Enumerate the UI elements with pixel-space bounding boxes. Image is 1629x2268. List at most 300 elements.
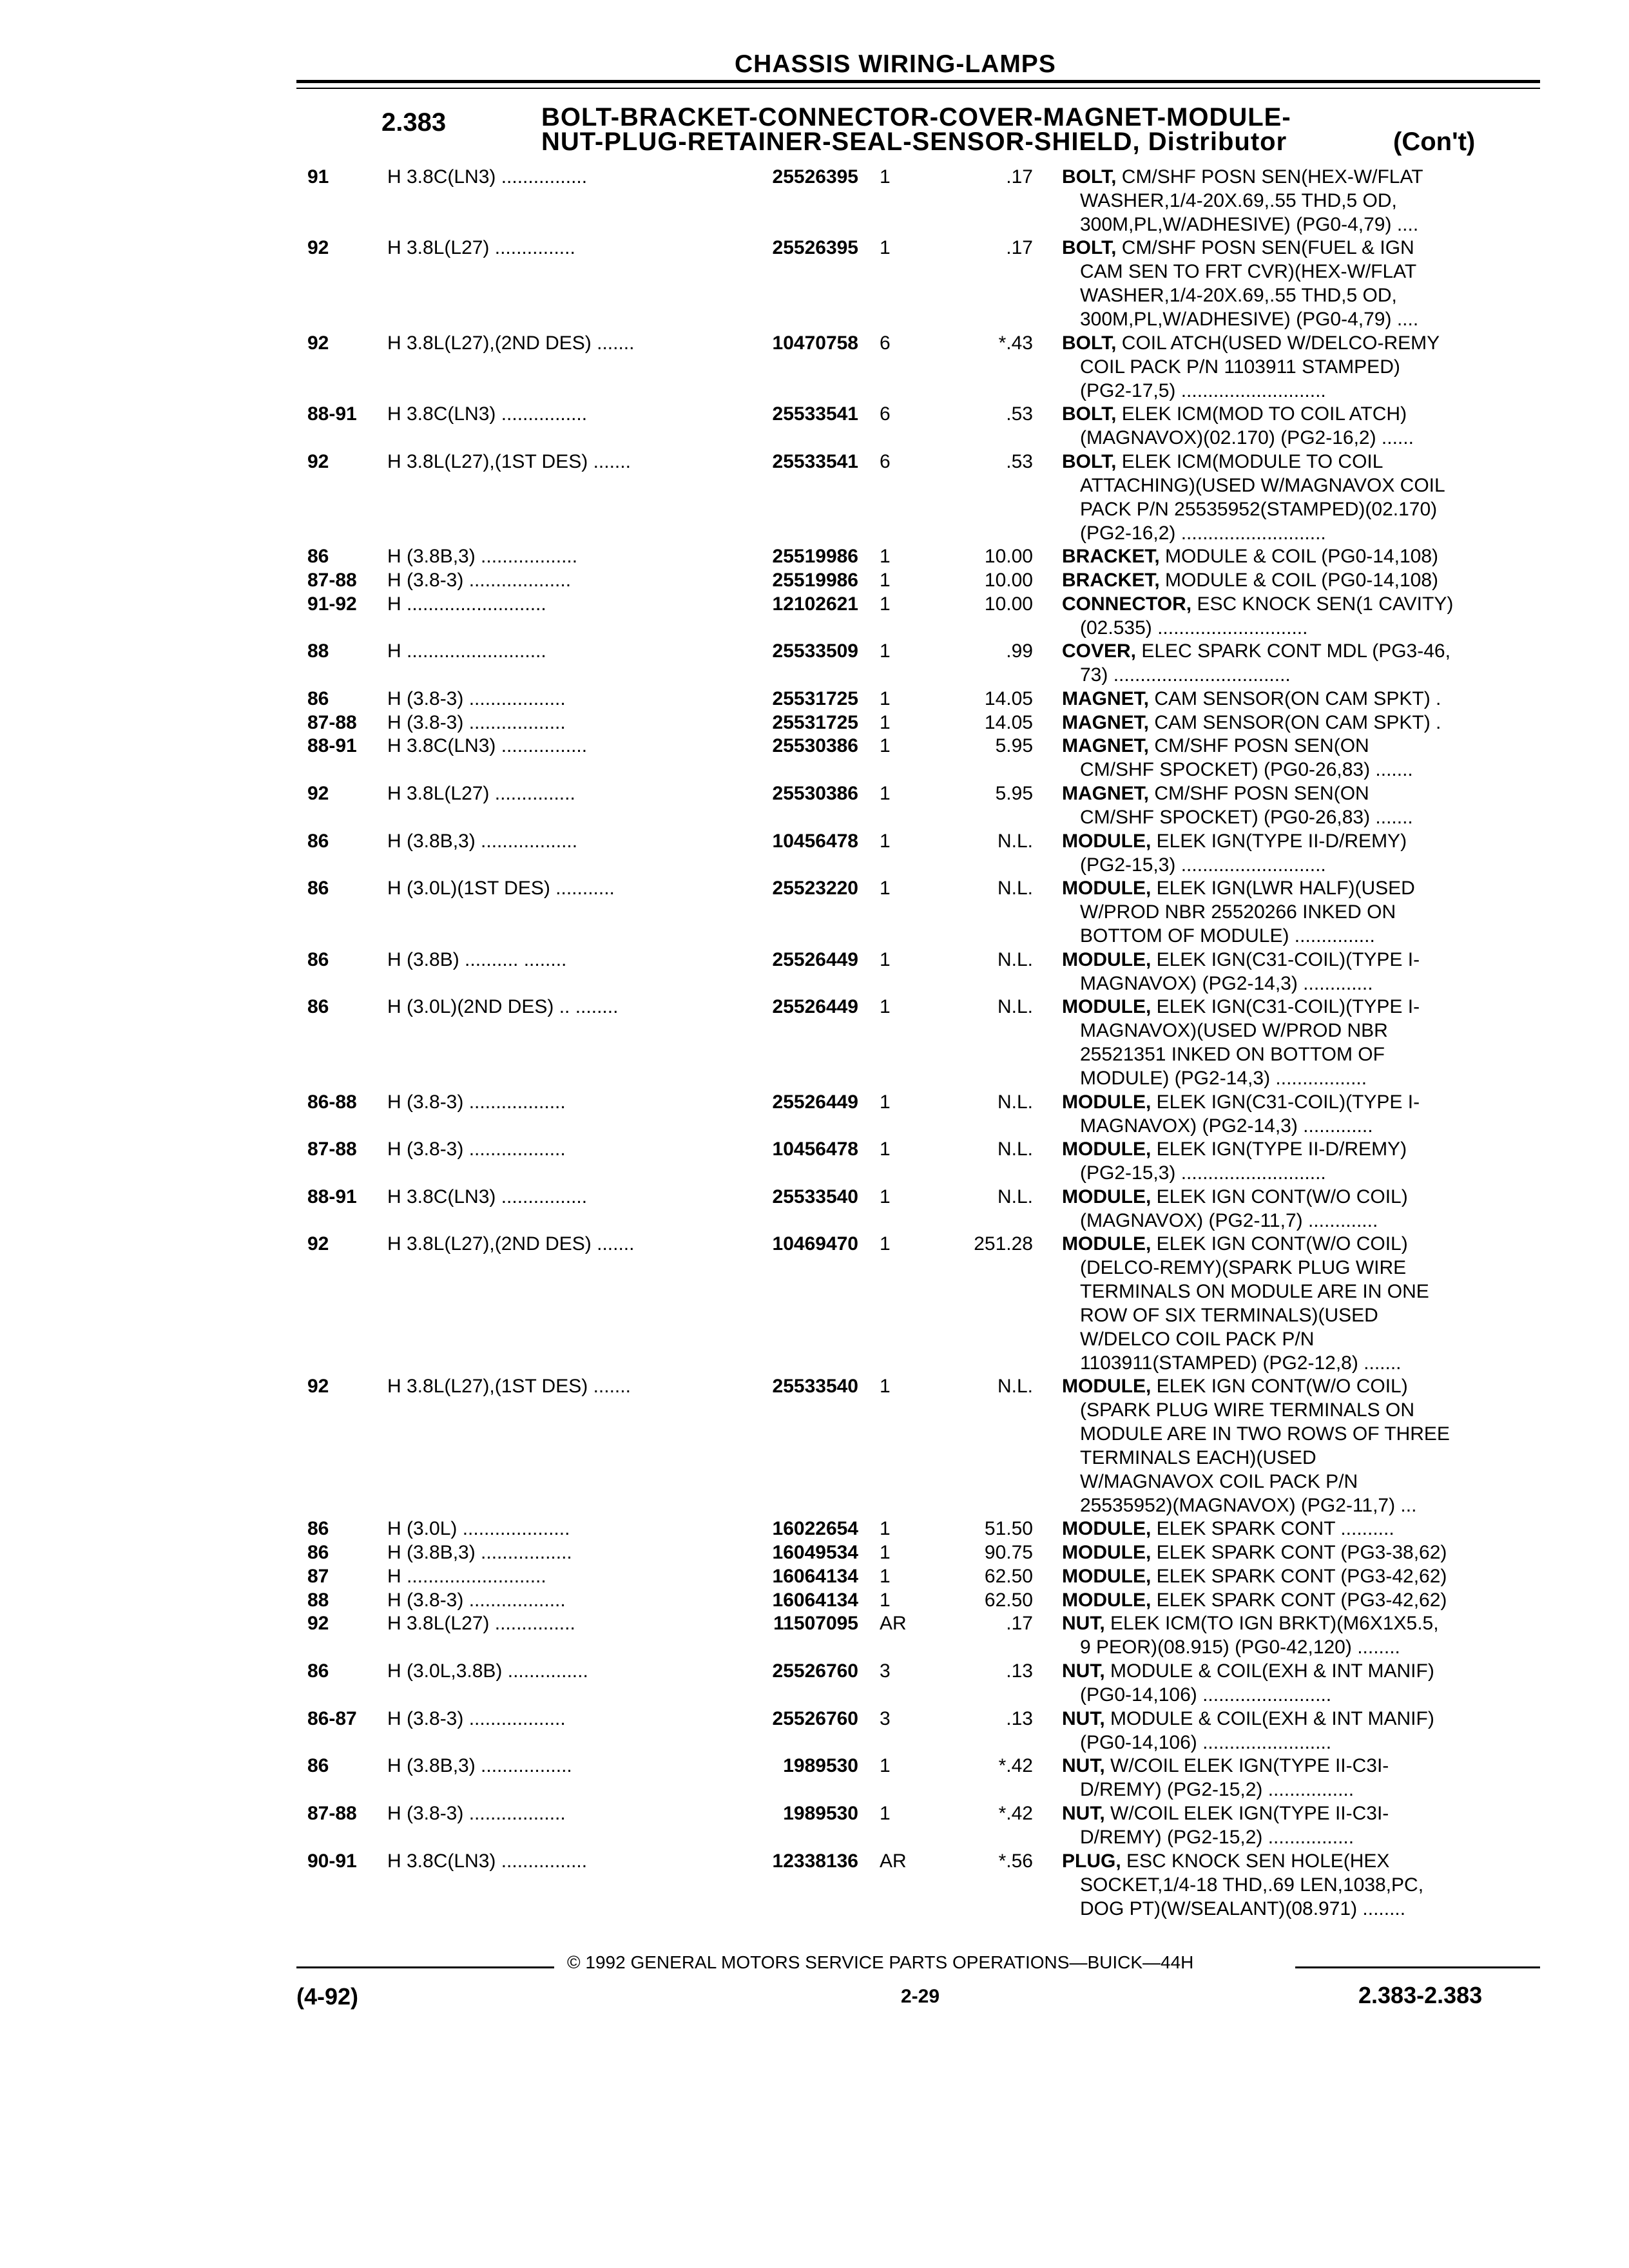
entry-description-line: 25535952)(MAGNAVOX) (PG2-11,7) ... (1080, 1495, 1417, 1517)
section-title-line1: BOLT-BRACKET-CONNECTOR-COVER-MAGNET-MODULE- (541, 103, 1291, 131)
footer-section-range: 2.383-2.383 (1358, 1982, 1483, 2008)
entry-part-number: 25533541 (772, 450, 858, 472)
entry-year: 86 (307, 545, 329, 567)
entry-description (1062, 1588, 1447, 1612)
entry-quantity: 1 (880, 783, 891, 805)
entry-description-line: ROW OF SIX TERMINALS)(USED (1080, 1305, 1378, 1327)
entry-part-number: 25533540 (772, 1186, 858, 1207)
entry-price: .13 (1006, 1660, 1033, 1682)
entry-description-line: ELEK SPARK CONT (PG3-38,62) (1156, 1542, 1447, 1564)
entry-quantity: 1 (880, 1542, 891, 1564)
entry-description-line: ELEK IGN CONT(W/O COIL) (1156, 1376, 1408, 1398)
entry-description-line: ATTACHING)(USED W/MAGNAVOX COIL (1080, 474, 1445, 496)
entry-price: N.L. (997, 830, 1033, 852)
entry-price: 51.50 (984, 1518, 1033, 1540)
entry-description-line: (PG2-16,2) ........................... (1080, 522, 1326, 544)
entry-part-name: BOLT, (1062, 237, 1122, 259)
entry-description-line: ELEK IGN(TYPE II-D/REMY) (1156, 830, 1407, 852)
section-number: 2.383 (381, 108, 447, 137)
entry-description (1062, 331, 1440, 403)
entry-price: *.42 (998, 1755, 1033, 1777)
entry-description-line: DOG PT)(W/SEALANT)(08.971) ........ (1080, 1898, 1406, 1919)
entry-description-line: ELEC SPARK CONT MDL (PG3-46, (1141, 640, 1451, 662)
entry-quantity: 1 (880, 830, 891, 852)
entry-price: N.L. (997, 996, 1033, 1018)
entry-part-name: MAGNET, (1062, 711, 1155, 733)
page-header-title: CHASSIS WIRING-LAMPS (735, 50, 1056, 78)
entry-application: H .......................... (387, 640, 546, 662)
entry-description (1062, 568, 1438, 592)
entry-description-line: ELEK ICM(TO IGN BRKT)(M6X1X5.5, (1110, 1613, 1439, 1635)
entry-part-name: MAGNET, (1062, 783, 1155, 805)
entry-description-line: (02.535) ............................ (1080, 617, 1308, 639)
entry-part-name: NUT, (1062, 1660, 1110, 1682)
entry-description-line: CAM SENSOR(ON CAM SPKT) . (1154, 711, 1441, 733)
entry-part-number: 10456478 (772, 1139, 858, 1160)
entry-part-number: 25533540 (772, 1376, 858, 1398)
entry-description-line: CM/SHF POSN SEN(ON (1154, 783, 1369, 805)
entry-description (1062, 876, 1415, 948)
entry-description (1062, 948, 1420, 995)
entry-part-number: 1989530 (783, 1802, 858, 1824)
entry-application: H (3.8-3) .................. (387, 1802, 566, 1824)
entry-quantity: 1 (880, 1589, 891, 1611)
entry-description (1062, 995, 1420, 1090)
entry-price: *.42 (998, 1802, 1033, 1824)
entry-part-name: BRACKET, (1062, 569, 1166, 591)
entry-quantity: 1 (880, 878, 891, 899)
entry-part-name: NUT, (1062, 1802, 1110, 1824)
entry-price: .53 (1006, 450, 1033, 472)
entry-application: H 3.8L(L27) ............... (387, 237, 575, 259)
entry-application: H 3.8L(L27) ............... (387, 783, 575, 805)
entry-year: 87-88 (307, 1139, 357, 1160)
entry-price: 14.05 (984, 711, 1033, 733)
entry-description-line: MAGNAVOX)(USED W/PROD NBR (1080, 1020, 1388, 1042)
entry-quantity: 1 (880, 711, 891, 733)
entry-application: H (3.8-3) .................. (387, 1139, 566, 1160)
entry-year: 91 (307, 166, 329, 187)
entry-description-line: CAM SENSOR(ON CAM SPKT) . (1154, 687, 1441, 709)
entry-part-number: 25519986 (772, 545, 858, 567)
entry-part-name: MODULE, (1062, 996, 1157, 1018)
entry-description (1062, 592, 1453, 640)
entry-part-number: 25531725 (772, 687, 858, 709)
entry-description-line: MAGNAVOX) (PG2-14,3) ............. (1080, 972, 1373, 994)
entry-part-number: 25533541 (772, 403, 858, 425)
entry-description-line: ELEK IGN(C31-COIL)(TYPE I- (1156, 948, 1420, 970)
entry-year: 86-88 (307, 1091, 357, 1113)
entry-description (1062, 1754, 1389, 1802)
entry-application: H (3.8B,3) .................. (387, 830, 578, 852)
entry-description (1062, 1611, 1439, 1659)
entry-year: 92 (307, 1376, 329, 1398)
entry-year: 92 (307, 783, 329, 805)
entry-part-name: BOLT, (1062, 450, 1122, 472)
entry-application: H 3.8L(L27),(2ND DES) ....... (387, 1233, 635, 1255)
entry-year: 90-91 (307, 1850, 357, 1872)
entry-description-line: MODULE & COIL (PG0-14,108) (1165, 569, 1439, 591)
entry-description-line: MAGNAVOX) (PG2-14,3) ............. (1080, 1115, 1373, 1137)
entry-description-line: 9 PEOR)(08.915) (PG0-42,120) ........ (1080, 1637, 1400, 1658)
entry-description-line: MODULE & COIL (PG0-14,108) (1165, 545, 1439, 567)
entry-application: H 3.8C(LN3) ................ (387, 166, 588, 187)
entry-description-line: MODULE & COIL(EXH & INT MANIF) (1110, 1660, 1434, 1682)
entry-application: H (3.8-3) .................. (387, 687, 566, 709)
entry-description-line: ESC KNOCK SEN(1 CAVITY) (1197, 593, 1454, 615)
entry-description-line: COIL PACK P/N 1103911 STAMPED) (1080, 356, 1400, 378)
entry-description-line: ELEK IGN CONT(W/O COIL) (1156, 1233, 1408, 1255)
entry-year: 87-88 (307, 711, 357, 733)
continued-label: (Con't) (1393, 128, 1476, 156)
entry-year: 92 (307, 237, 329, 259)
entry-description (1062, 1541, 1447, 1564)
entry-quantity: AR (880, 1613, 907, 1635)
entry-price: N.L. (997, 948, 1033, 970)
entry-quantity: 1 (880, 1755, 891, 1777)
entry-price: 5.95 (995, 735, 1033, 757)
entry-description-line: ELEK IGN(LWR HALF)(USED (1156, 878, 1415, 899)
entry-description-line: 300M,PL,W/ADHESIVE) (PG0-4,79) .... (1080, 309, 1419, 331)
entry-description (1062, 1185, 1408, 1233)
entry-description (1062, 1090, 1420, 1138)
entry-year: 86 (307, 948, 329, 970)
entry-price: N.L. (997, 1186, 1033, 1207)
entry-description-line: ELEK SPARK CONT .......... (1156, 1518, 1394, 1540)
entry-part-number: 10470758 (772, 332, 858, 354)
entry-year: 86 (307, 996, 329, 1018)
entry-description-line: W/COIL ELEK IGN(TYPE II-C3I- (1110, 1755, 1389, 1777)
entry-part-name: MODULE, (1062, 1542, 1157, 1564)
entry-description-line: BOTTOM OF MODULE) ............... (1080, 925, 1375, 947)
footer-date: (4-92) (296, 1983, 359, 2010)
entry-application: H 3.8L(L27),(1ST DES) ....... (387, 1376, 631, 1398)
entry-part-name: BRACKET, (1062, 545, 1166, 567)
entry-part-name: NUT, (1062, 1755, 1110, 1777)
entry-part-number: 25530386 (772, 783, 858, 805)
entry-description-line: CM/SHF POSN SEN(HEX-W/FLAT (1121, 166, 1423, 187)
entry-description-line: ELEK SPARK CONT (PG3-42,62) (1156, 1589, 1447, 1611)
entry-year: 88-91 (307, 735, 357, 757)
entry-quantity: 1 (880, 1376, 891, 1398)
entry-quantity: 1 (880, 237, 891, 259)
entry-part-number: 12102621 (772, 593, 858, 615)
entry-description-line: COIL ATCH(USED W/DELCO-REMY (1121, 332, 1440, 354)
entry-application: H (3.8-3) .................. (387, 711, 566, 733)
entry-description (1062, 639, 1451, 687)
entry-description (1062, 544, 1438, 568)
entry-description-line: (PG0-14,106) ........................ (1080, 1731, 1332, 1753)
entry-part-number: 16064134 (772, 1589, 858, 1611)
footer-rule-left (296, 1966, 554, 1968)
entry-part-name: NUT, (1062, 1707, 1110, 1729)
entry-application: H (3.0L) .................... (387, 1518, 570, 1540)
entry-quantity: 1 (880, 1802, 891, 1824)
entry-part-name: MAGNET, (1062, 735, 1155, 757)
entry-part-name: COVER, (1062, 640, 1142, 662)
entry-part-number: 25526395 (772, 237, 858, 259)
entry-price: 62.50 (984, 1589, 1033, 1611)
entry-description-line: ESC KNOCK SEN HOLE(HEX (1126, 1850, 1390, 1872)
entry-year: 86 (307, 830, 329, 852)
entry-application: H 3.8C(LN3) ................ (387, 403, 588, 425)
entry-application: H .......................... (387, 593, 546, 615)
entry-application: H (3.8B,3) ................. (387, 1542, 572, 1564)
entry-part-number: 25519986 (772, 569, 858, 591)
entry-description-line: (PG2-15,3) ........................... (1080, 854, 1326, 876)
entry-description-line: (DELCO-REMY)(SPARK PLUG WIRE (1080, 1257, 1407, 1279)
entry-application: H (3.0L)(1ST DES) ........... (387, 878, 615, 899)
entry-part-number: 12338136 (772, 1850, 858, 1872)
entry-description-line: MODULE) (PG2-14,3) ................. (1080, 1068, 1367, 1090)
entry-year: 92 (307, 450, 329, 472)
entry-application: H 3.8L(L27),(1ST DES) ....... (387, 450, 631, 472)
entry-application: H (3.0L)(2ND DES) .. ........ (387, 996, 619, 1018)
entry-quantity: 6 (880, 332, 891, 354)
entry-description-line: ELEK IGN CONT(W/O COIL) (1156, 1186, 1408, 1207)
entry-year: 86 (307, 1660, 329, 1682)
entry-description-line: (MAGNAVOX)(02.170) (PG2-16,2) ...... (1080, 427, 1414, 449)
entry-description (1062, 711, 1441, 735)
entry-part-name: MODULE, (1062, 1186, 1157, 1207)
entry-year: 88 (307, 640, 329, 662)
entry-application: H 3.8C(LN3) ................ (387, 735, 588, 757)
entry-description-line: CM/SHF SPOCKET) (PG0-26,83) ....... (1080, 807, 1413, 829)
entry-application: H 3.8C(LN3) ................ (387, 1850, 588, 1872)
entry-description-line: (PG0-14,106) ........................ (1080, 1684, 1332, 1706)
entry-part-name: BOLT, (1062, 332, 1122, 354)
entry-description-line: CM/SHF SPOCKET) (PG0-26,83) ....... (1080, 759, 1413, 781)
entry-description (1062, 1564, 1447, 1588)
entry-description (1062, 1707, 1434, 1754)
entry-description (1062, 1517, 1394, 1541)
entry-application: H (3.8-3) .................. (387, 1589, 566, 1611)
entry-part-name: MODULE, (1062, 1233, 1157, 1255)
entry-description-line: 25521351 INKED ON BOTTOM OF (1080, 1044, 1385, 1066)
entry-description-line: ELEK SPARK CONT (PG3-42,62) (1156, 1565, 1447, 1587)
entry-price: .17 (1006, 1613, 1033, 1635)
entry-description (1062, 1137, 1407, 1185)
entry-description-line: (PG2-15,3) ........................... (1080, 1162, 1326, 1184)
entry-price: 90.75 (984, 1542, 1033, 1564)
entry-application: H .......................... (387, 1565, 546, 1587)
entry-quantity: 1 (880, 735, 891, 757)
entry-quantity: 1 (880, 569, 891, 591)
entry-part-number: 25531725 (772, 711, 858, 733)
entry-part-name: MODULE, (1062, 1518, 1157, 1540)
entry-price: 10.00 (984, 569, 1033, 591)
entry-description-line: PACK P/N 25535952(STAMPED)(02.170) (1080, 498, 1438, 520)
entry-part-name: PLUG, (1062, 1850, 1127, 1872)
entry-description-line: D/REMY) (PG2-15,2) ................ (1080, 1826, 1354, 1848)
entry-description-line: TERMINALS EACH)(USED (1080, 1447, 1316, 1469)
entry-year: 86 (307, 878, 329, 899)
footer-copyright: © 1992 GENERAL MOTORS SERVICE PARTS OPERATIONS—BUICK—44H (567, 1952, 1194, 1972)
entry-quantity: 1 (880, 1518, 891, 1540)
entry-quantity: 1 (880, 996, 891, 1018)
entry-application: H 3.8L(L27),(2ND DES) ....... (387, 332, 635, 354)
entry-part-name: MODULE, (1062, 878, 1157, 899)
entry-description-line: CAM SEN TO FRT CVR)(HEX-W/FLAT (1080, 261, 1417, 283)
entry-part-number: 25530386 (772, 735, 858, 757)
entry-part-name: BOLT, (1062, 166, 1122, 187)
entry-description (1062, 450, 1445, 545)
entry-part-name: MODULE, (1062, 1139, 1157, 1160)
entry-description-line: (MAGNAVOX) (PG2-11,7) ............. (1080, 1209, 1378, 1231)
entry-year: 88 (307, 1589, 329, 1611)
entry-quantity: 1 (880, 1186, 891, 1207)
entry-description (1062, 687, 1441, 711)
entry-part-number: 16022654 (772, 1518, 858, 1540)
entry-quantity: 1 (880, 1091, 891, 1113)
entry-quantity: 1 (880, 1565, 891, 1587)
entry-price: N.L. (997, 878, 1033, 899)
header-rule-thin (296, 88, 1540, 89)
entry-description-line: (SPARK PLUG WIRE TERMINALS ON (1080, 1399, 1414, 1421)
entry-part-name: MODULE, (1062, 1376, 1157, 1398)
section-title-line2: NUT-PLUG-RETAINER-SEAL-SENSOR-SHIELD, Distributor (541, 128, 1287, 156)
entry-description-line: ELEK IGN(TYPE II-D/REMY) (1156, 1139, 1407, 1160)
entry-year: 87-88 (307, 569, 357, 591)
entry-quantity: 3 (880, 1707, 891, 1729)
entry-description-line: W/DELCO COIL PACK P/N (1080, 1329, 1315, 1350)
entry-description (1062, 165, 1423, 236)
entry-application: H (3.8-3) .................. (387, 1091, 566, 1113)
entry-description-line: ELEK ICM(MODULE TO COIL (1121, 450, 1383, 472)
entry-part-number: 25526449 (772, 948, 858, 970)
entry-description-line: CM/SHF POSN SEN(FUEL & IGN (1121, 237, 1414, 259)
entry-description (1062, 402, 1414, 450)
entry-part-number: 25526760 (772, 1707, 858, 1729)
entry-quantity: 6 (880, 450, 891, 472)
entry-description (1062, 236, 1418, 331)
entry-part-name: MAGNET, (1062, 687, 1155, 709)
entry-price: *.56 (998, 1850, 1033, 1872)
entry-year: 86 (307, 687, 329, 709)
entry-year: 86 (307, 1755, 329, 1777)
entry-part-number: 25526760 (772, 1660, 858, 1682)
entry-part-name: MODULE, (1062, 830, 1157, 852)
entry-description-line: D/REMY) (PG2-15,2) ................ (1080, 1779, 1354, 1801)
entry-price: .17 (1006, 237, 1033, 259)
entry-part-number: 10469470 (772, 1233, 858, 1255)
entry-application: H 3.8L(L27) ............... (387, 1613, 575, 1635)
entry-part-name: MODULE, (1062, 1589, 1157, 1611)
entry-price: 14.05 (984, 687, 1033, 709)
entry-application: H 3.8C(LN3) ................ (387, 1186, 588, 1207)
entry-year: 92 (307, 1233, 329, 1255)
entry-price: 10.00 (984, 545, 1033, 567)
entry-price: .13 (1006, 1707, 1033, 1729)
entry-part-number: 10456478 (772, 830, 858, 852)
entry-part-number: 25526449 (772, 1091, 858, 1113)
entry-part-name: MODULE, (1062, 1091, 1157, 1113)
entry-description-line: 300M,PL,W/ADHESIVE) (PG0-4,79) .... (1080, 214, 1419, 235)
entry-description (1062, 734, 1413, 782)
entry-application: H (3.8-3) ................... (387, 569, 572, 591)
entry-description (1062, 1232, 1429, 1375)
entry-price: N.L. (997, 1091, 1033, 1113)
entry-price: N.L. (997, 1376, 1033, 1398)
entry-description (1062, 1802, 1389, 1849)
entry-application: H (3.8B,3) .................. (387, 545, 578, 567)
header-rule (296, 80, 1540, 83)
entry-year: 88-91 (307, 1186, 357, 1207)
entry-part-number: 25526449 (772, 996, 858, 1018)
entry-quantity: 1 (880, 1233, 891, 1255)
entry-price: 251.28 (974, 1233, 1033, 1255)
entry-year: 87 (307, 1565, 329, 1587)
entry-part-number: 25523220 (772, 878, 858, 899)
entry-quantity: 1 (880, 1139, 891, 1160)
entry-quantity: 1 (880, 545, 891, 567)
entry-description-line: MODULE ARE IN TWO ROWS OF THREE (1080, 1423, 1450, 1445)
entry-description-line: WASHER,1/4-20X.69,.55 THD,5 OD, (1080, 190, 1397, 211)
entry-year: 87-88 (307, 1802, 357, 1824)
entry-year: 86 (307, 1518, 329, 1540)
entry-description (1062, 782, 1413, 829)
entry-part-name: NUT, (1062, 1613, 1110, 1635)
entry-description-line: 1103911(STAMPED) (PG2-12,8) ....... (1080, 1352, 1402, 1374)
entry-description-line: ELEK ICM(MOD TO COIL ATCH) (1121, 403, 1407, 425)
footer-page-number: 2-29 (901, 1986, 940, 2007)
entry-part-name: MODULE, (1062, 1565, 1157, 1587)
entry-price: N.L. (997, 1139, 1033, 1160)
entry-part-name: CONNECTOR, (1062, 593, 1197, 615)
entry-application: H (3.8-3) .................. (387, 1707, 566, 1729)
footer-rule-right (1295, 1966, 1540, 1968)
entry-part-name: BOLT, (1062, 403, 1122, 425)
entry-quantity: 1 (880, 687, 891, 709)
entry-description-line: W/MAGNAVOX COIL PACK P/N (1080, 1471, 1358, 1493)
entry-quantity: 1 (880, 948, 891, 970)
entry-year: 91-92 (307, 593, 357, 615)
entry-price: *.43 (998, 332, 1033, 354)
entry-year: 92 (307, 1613, 329, 1635)
entry-year: 86-87 (307, 1707, 357, 1729)
entry-description-line: (PG2-17,5) ........................... (1080, 380, 1326, 401)
entry-part-number: 25533509 (772, 640, 858, 662)
entry-quantity: 1 (880, 593, 891, 615)
entry-description (1062, 1849, 1423, 1921)
entry-description-line: ELEK IGN(C31-COIL)(TYPE I- (1156, 996, 1420, 1018)
entry-application: H (3.8B) .......... ........ (387, 948, 567, 970)
entry-price: .53 (1006, 403, 1033, 425)
entry-quantity: 1 (880, 166, 891, 187)
entry-price: .17 (1006, 166, 1033, 187)
entry-description-line: WASHER,1/4-20X.69,.55 THD,5 OD, (1080, 285, 1397, 307)
entry-quantity: 6 (880, 403, 891, 425)
entry-price: .99 (1006, 640, 1033, 662)
entry-part-name: MODULE, (1062, 948, 1157, 970)
entry-quantity: 1 (880, 640, 891, 662)
entry-price: 62.50 (984, 1565, 1033, 1587)
entry-part-number: 11507095 (773, 1613, 858, 1635)
entry-quantity: AR (880, 1850, 907, 1872)
entry-description (1062, 1659, 1434, 1707)
entry-description (1062, 1374, 1450, 1517)
entry-description-line: TERMINALS ON MODULE ARE IN ONE (1080, 1281, 1429, 1303)
entry-year: 88-91 (307, 403, 357, 425)
entry-description-line: CM/SHF POSN SEN(ON (1154, 735, 1369, 757)
entry-year: 92 (307, 332, 329, 354)
entry-description-line: MODULE & COIL(EXH & INT MANIF) (1110, 1707, 1434, 1729)
entry-price: 5.95 (995, 783, 1033, 805)
entry-quantity: 3 (880, 1660, 891, 1682)
entry-part-number: 1989530 (783, 1755, 858, 1777)
entry-description (1062, 829, 1407, 877)
entry-description-line: SOCKET,1/4-18 THD,.69 LEN,1038,PC, (1080, 1874, 1424, 1896)
